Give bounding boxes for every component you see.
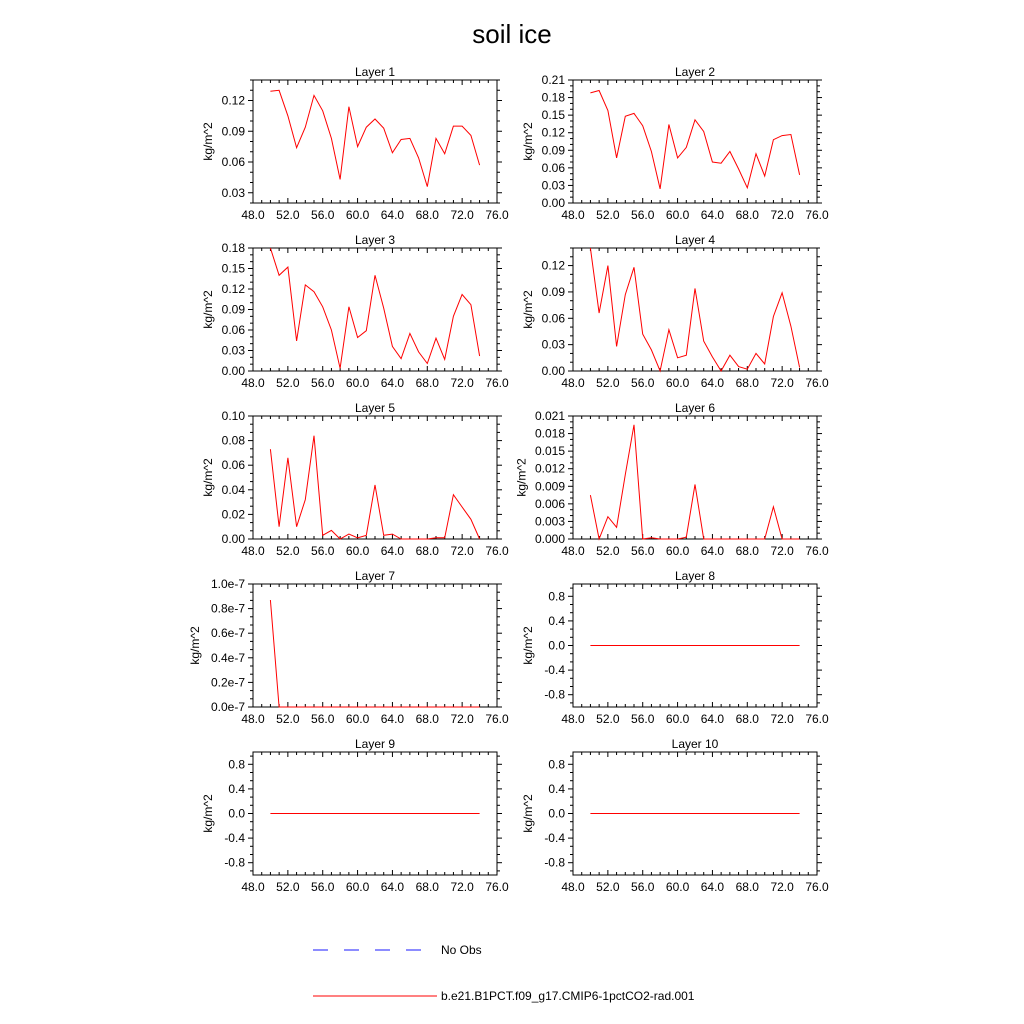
y-tick-label: 0.0 <box>228 806 245 821</box>
y-tick-label: 0.000 <box>534 532 565 546</box>
x-tick-label: 48.0 <box>241 544 265 558</box>
x-tick-label: 48.0 <box>241 208 265 222</box>
panel-layer-7 <box>188 569 509 726</box>
x-tick-label: 72.0 <box>770 712 794 726</box>
x-tick-label: 68.0 <box>735 880 759 894</box>
y-axis-label: kg/m^2 <box>514 458 529 497</box>
x-tick-label: 48.0 <box>561 712 585 726</box>
panel-title: Layer 8 <box>674 569 716 583</box>
x-tick-label: 72.0 <box>450 208 474 222</box>
x-tick-label: 60.0 <box>345 208 370 222</box>
panel-title: Layer 6 <box>674 401 716 415</box>
series-line <box>270 436 479 539</box>
y-axis-label: kg/m^2 <box>187 626 202 665</box>
panel-title: Layer 2 <box>674 65 716 79</box>
y-tick-label: 0.15 <box>541 108 565 123</box>
plot-frame <box>573 80 817 203</box>
x-tick-label: 48.0 <box>561 208 585 222</box>
x-tick-label: 52.0 <box>276 544 300 558</box>
y-tick-label: 0.12 <box>541 258 565 273</box>
x-tick-label: 64.0 <box>700 208 725 222</box>
x-tick-label: 72.0 <box>450 544 474 558</box>
y-tick-label: -0.4 <box>224 831 245 846</box>
y-tick-label: 0.021 <box>534 409 565 423</box>
y-tick-label: 0.00 <box>221 532 245 546</box>
x-tick-label: 72.0 <box>450 880 474 894</box>
y-tick-label: 0.10 <box>221 409 245 423</box>
x-tick-label: 56.0 <box>631 544 655 558</box>
x-tick-label: 64.0 <box>380 376 405 390</box>
y-tick-label: 0.12 <box>541 125 565 140</box>
panel-layer-6 <box>515 401 830 558</box>
x-tick-label: 48.0 <box>561 880 585 894</box>
x-tick-label: 76.0 <box>805 712 829 726</box>
x-tick-label: 48.0 <box>241 376 265 390</box>
y-tick-label: -0.8 <box>544 855 565 870</box>
x-tick-label: 72.0 <box>770 376 794 390</box>
x-tick-label: 68.0 <box>735 376 759 390</box>
y-tick-label: 0.003 <box>534 514 565 529</box>
y-tick-label: 0.4e-7 <box>210 650 245 665</box>
x-tick-label: 68.0 <box>735 208 759 222</box>
x-tick-label: 72.0 <box>450 712 474 726</box>
y-tick-label: 0.00 <box>541 196 565 210</box>
x-tick-label: 72.0 <box>770 544 794 558</box>
x-tick-label: 68.0 <box>415 544 439 558</box>
x-tick-label: 72.0 <box>450 376 474 390</box>
x-tick-label: 68.0 <box>415 880 439 894</box>
x-tick-label: 56.0 <box>631 208 655 222</box>
plot-frame <box>253 80 497 203</box>
x-tick-label: 64.0 <box>700 880 725 894</box>
x-tick-label: 60.0 <box>345 880 370 894</box>
x-tick-label: 64.0 <box>380 880 405 894</box>
y-tick-label: 0.4 <box>548 613 565 628</box>
y-tick-label: 1.0e-7 <box>210 577 245 591</box>
x-tick-label: 52.0 <box>596 544 620 558</box>
x-tick-label: 52.0 <box>596 880 620 894</box>
x-tick-label: 76.0 <box>805 880 829 894</box>
x-tick-label: 60.0 <box>665 712 690 726</box>
y-tick-label: 0.18 <box>221 241 245 255</box>
y-tick-label: 0.09 <box>221 124 245 139</box>
y-tick-label: -0.8 <box>544 687 565 702</box>
x-tick-label: 52.0 <box>276 880 300 894</box>
x-tick-label: 52.0 <box>596 376 620 390</box>
x-tick-label: 76.0 <box>485 712 509 726</box>
x-tick-label: 56.0 <box>631 376 655 390</box>
panel-title: Layer 9 <box>354 737 396 751</box>
y-tick-label: 0.0 <box>548 806 565 821</box>
y-tick-label: 0.18 <box>541 90 565 105</box>
x-tick-label: 72.0 <box>770 880 794 894</box>
y-tick-label: -0.4 <box>544 663 565 678</box>
y-tick-label: 0.8 <box>228 757 245 772</box>
y-axis-label: kg/m^2 <box>201 122 216 161</box>
x-tick-label: 56.0 <box>311 544 335 558</box>
x-tick-label: 64.0 <box>700 712 725 726</box>
x-tick-label: 76.0 <box>485 880 509 894</box>
x-tick-label: 52.0 <box>596 712 620 726</box>
x-tick-label: 68.0 <box>735 544 759 558</box>
x-tick-label: 48.0 <box>241 712 265 726</box>
series-line <box>270 90 479 186</box>
y-tick-label: 0.012 <box>534 461 565 476</box>
legend-label-no-obs: No Obs <box>441 943 482 957</box>
y-tick-label: 0.09 <box>221 302 245 317</box>
y-tick-label: 0.03 <box>541 178 565 193</box>
y-tick-label: 0.6e-7 <box>210 626 245 641</box>
panel-title: Layer 4 <box>674 233 716 247</box>
y-tick-label: 0.12 <box>221 93 245 108</box>
plot-frame <box>253 248 497 371</box>
x-tick-label: 76.0 <box>485 544 509 558</box>
x-tick-label: 64.0 <box>380 544 405 558</box>
y-axis-label: kg/m^2 <box>521 794 536 833</box>
x-tick-label: 56.0 <box>311 376 335 390</box>
x-tick-label: 52.0 <box>276 712 300 726</box>
panel-title: Layer 5 <box>354 401 396 415</box>
panel-layer-2 <box>521 65 829 222</box>
x-tick-label: 52.0 <box>276 208 300 222</box>
y-tick-label: -0.8 <box>224 855 245 870</box>
panel-layer-4 <box>521 233 829 390</box>
y-tick-label: 0.06 <box>221 323 245 337</box>
series-line <box>270 600 479 707</box>
x-tick-label: 56.0 <box>311 712 335 726</box>
x-tick-label: 76.0 <box>485 376 509 390</box>
y-axis-label: kg/m^2 <box>521 626 536 665</box>
y-tick-label: 0.03 <box>221 343 245 358</box>
y-tick-label: 0.4 <box>228 781 245 796</box>
y-axis-label: kg/m^2 <box>521 122 536 161</box>
y-tick-label: 0.00 <box>221 364 245 378</box>
y-tick-label: 0.09 <box>541 284 565 299</box>
panel-layer-8 <box>521 569 829 726</box>
panel-grid <box>188 65 829 894</box>
x-tick-label: 56.0 <box>631 712 655 726</box>
panel-title: Layer 10 <box>671 737 719 751</box>
y-tick-label: 0.12 <box>221 282 245 296</box>
panel-title: Layer 3 <box>354 233 396 247</box>
panel-layer-9 <box>201 737 509 894</box>
y-tick-label: 0.03 <box>541 337 565 352</box>
y-tick-label: 0.009 <box>534 479 565 494</box>
x-tick-label: 56.0 <box>311 880 335 894</box>
x-tick-label: 48.0 <box>241 880 265 894</box>
y-tick-label: 0.4 <box>548 781 565 796</box>
x-tick-label: 72.0 <box>770 208 794 222</box>
legend-label-model: b.e21.B1PCT.f09_g17.CMIP6-1pctCO2-rad.001 <box>441 989 695 1003</box>
x-tick-label: 56.0 <box>631 880 655 894</box>
x-tick-label: 68.0 <box>415 712 439 726</box>
plot-frame <box>573 248 817 371</box>
x-tick-label: 60.0 <box>665 376 690 390</box>
x-tick-label: 64.0 <box>700 376 725 390</box>
plot-frame <box>253 416 497 539</box>
y-tick-label: 0.15 <box>221 261 245 276</box>
figure-title: soil ice <box>472 19 552 49</box>
y-tick-label: 0.2e-7 <box>210 675 245 690</box>
y-tick-label: 0.06 <box>541 160 565 175</box>
y-tick-label: 0.02 <box>221 507 245 522</box>
panel-layer-1 <box>201 65 509 222</box>
y-tick-label: 0.04 <box>221 482 245 497</box>
y-axis-label: kg/m^2 <box>201 290 216 329</box>
x-tick-label: 64.0 <box>700 544 725 558</box>
y-axis-label: kg/m^2 <box>521 290 536 329</box>
y-tick-label: 0.06 <box>221 458 245 473</box>
x-tick-label: 60.0 <box>665 880 690 894</box>
y-tick-label: 0.06 <box>541 311 565 326</box>
plot-frame <box>573 416 817 539</box>
y-tick-label: -0.4 <box>544 831 565 846</box>
y-tick-label: 0.0e-7 <box>210 700 245 714</box>
y-tick-label: 0.8e-7 <box>210 601 245 616</box>
y-tick-label: 0.018 <box>534 426 565 441</box>
x-tick-label: 48.0 <box>561 376 585 390</box>
x-tick-label: 52.0 <box>596 208 620 222</box>
x-tick-label: 68.0 <box>735 712 759 726</box>
x-tick-label: 64.0 <box>380 712 405 726</box>
x-tick-label: 68.0 <box>415 376 439 390</box>
panel-layer-3 <box>201 233 509 390</box>
panel-layer-5 <box>201 401 509 558</box>
y-tick-label: 0.06 <box>221 155 245 169</box>
y-axis-label: kg/m^2 <box>201 458 216 497</box>
x-tick-label: 76.0 <box>805 376 829 390</box>
y-tick-label: 0.03 <box>221 185 245 200</box>
x-tick-label: 56.0 <box>311 208 335 222</box>
x-tick-label: 60.0 <box>345 376 370 390</box>
x-tick-label: 52.0 <box>276 376 300 390</box>
series-line <box>590 425 799 539</box>
panel-layer-10 <box>521 737 829 894</box>
y-tick-label: 0.0 <box>548 638 565 653</box>
plot-frame <box>253 584 497 707</box>
y-tick-label: 0.006 <box>534 496 565 511</box>
series-line <box>590 248 799 371</box>
y-tick-label: 0.09 <box>541 143 565 158</box>
y-tick-label: 0.8 <box>548 589 565 604</box>
y-tick-label: 0.015 <box>534 444 565 459</box>
y-tick-label: 0.21 <box>541 73 565 87</box>
y-axis-label: kg/m^2 <box>201 794 216 833</box>
x-tick-label: 60.0 <box>665 208 690 222</box>
x-tick-label: 48.0 <box>561 544 585 558</box>
x-tick-label: 76.0 <box>805 544 829 558</box>
x-tick-label: 76.0 <box>805 208 829 222</box>
x-tick-label: 60.0 <box>665 544 690 558</box>
x-tick-label: 76.0 <box>485 208 509 222</box>
y-tick-label: 0.00 <box>541 364 565 378</box>
panel-title: Layer 7 <box>354 569 396 583</box>
x-tick-label: 60.0 <box>345 712 370 726</box>
series-line <box>270 248 479 368</box>
x-tick-label: 64.0 <box>380 208 405 222</box>
x-tick-label: 60.0 <box>345 544 370 558</box>
y-tick-label: 0.8 <box>548 757 565 772</box>
series-line <box>590 91 799 189</box>
panel-title: Layer 1 <box>354 65 396 79</box>
y-tick-label: 0.08 <box>221 433 245 448</box>
legend <box>313 943 695 1003</box>
x-tick-label: 68.0 <box>415 208 439 222</box>
